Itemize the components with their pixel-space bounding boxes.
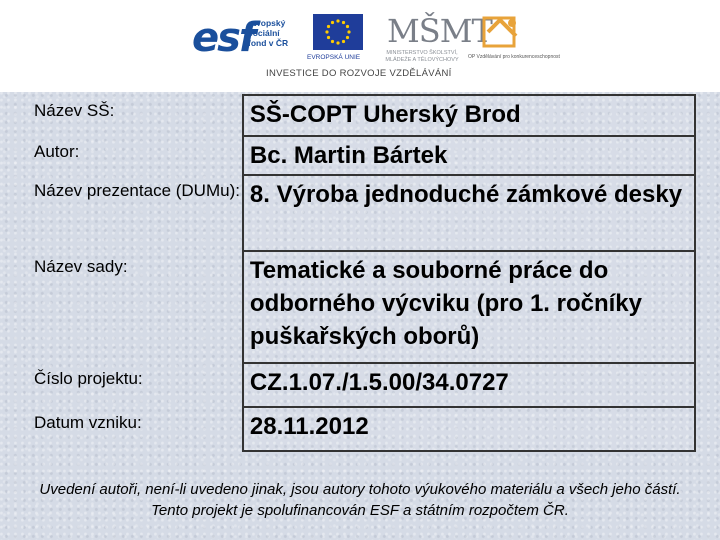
eu-logo-label: EVROPSKÁ UNIE bbox=[307, 54, 361, 61]
author-value: Bc. Martin Bártek bbox=[243, 136, 695, 175]
esf-text-line-2: sociální bbox=[248, 28, 280, 38]
info-row-school bbox=[32, 95, 695, 136]
info-row-project-number bbox=[32, 363, 695, 407]
school-name-value: SŠ-COPT Uherský Brod bbox=[243, 95, 695, 136]
esf-logo-text bbox=[248, 18, 288, 48]
info-row-presentation bbox=[32, 175, 695, 251]
presentation-title-value: 8. Výroba jednoduché zámkové desky bbox=[243, 175, 695, 251]
msmt-logo bbox=[385, 12, 492, 64]
set-name-label: Název sady: bbox=[34, 257, 128, 276]
esf-text-line-3: fond v ČR bbox=[248, 38, 289, 48]
author-label: Autor: bbox=[34, 142, 80, 161]
set-name-value: Tematické a souborné práce do odborného výcviku (pro 1. ročníky puškařských oborů) bbox=[243, 251, 695, 363]
op-vk-logo bbox=[468, 14, 560, 64]
project-number-label: Číslo projektu: bbox=[34, 369, 143, 388]
info-row-set bbox=[32, 251, 695, 363]
msmt-logo-mark: MŠMT bbox=[387, 12, 492, 50]
info-row-author bbox=[32, 136, 695, 175]
msmt-label-line-1: MINISTERSTVO ŠKOLSTVÍ, bbox=[386, 50, 458, 56]
esf-logo-mark: esf bbox=[192, 15, 255, 61]
investment-tagline: INVESTICE DO ROZVOJE VZDĚLÁVÁNÍ bbox=[266, 68, 452, 79]
logo-banner bbox=[0, 0, 720, 92]
project-info-table bbox=[32, 94, 696, 452]
school-name-label: Název SŠ: bbox=[34, 101, 115, 120]
creation-date-label: Datum vzniku: bbox=[34, 413, 142, 432]
eu-flag-icon bbox=[313, 14, 363, 50]
copyright-note: Uvedení autoři, není-li uvedeno jinak, jsou autory tohoto výukového materiálu a všech jeho částí. Tento projekt je spolufinancován ESF a státním rozpočtem ČR. bbox=[39, 481, 681, 519]
esf-text-line-1: evropský bbox=[248, 18, 286, 28]
esf-logo bbox=[192, 14, 300, 64]
op-vk-emblem-icon bbox=[480, 14, 522, 50]
op-vk-logo-label: OP Vzdělávání pro konkurenceschopnost bbox=[468, 54, 560, 60]
info-row-date bbox=[32, 407, 695, 451]
presentation-title-label: Název prezentace (DUMu): bbox=[34, 181, 240, 200]
msmt-label-line-2: MLÁDEŽE A TĚLOVÝCHOVY bbox=[385, 57, 459, 63]
msmt-logo-label bbox=[367, 50, 477, 64]
creation-date-value: 28.11.2012 bbox=[243, 407, 695, 451]
project-number-value: CZ.1.07./1.5.00/34.0727 bbox=[243, 363, 695, 407]
